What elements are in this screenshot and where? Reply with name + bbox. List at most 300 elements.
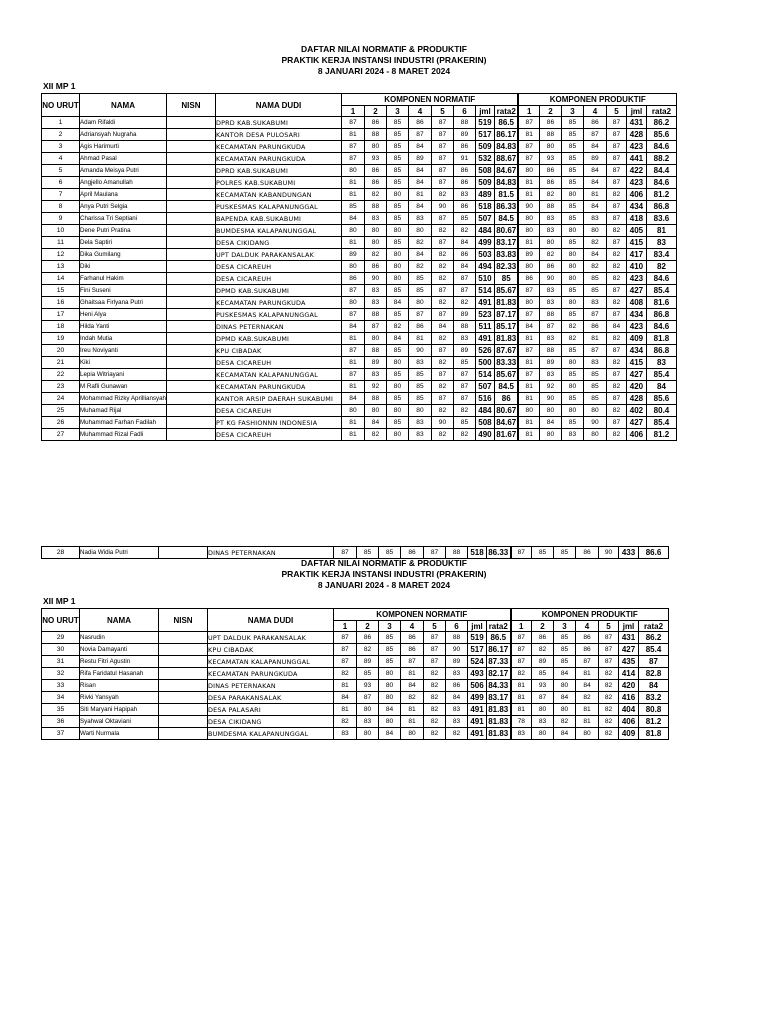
cell-produktif-1: 81 <box>511 692 532 704</box>
cell-nama-dudi: PT KG FASHIONNN INDONESIA <box>215 417 341 429</box>
cell-produktif-3: 85 <box>561 285 583 297</box>
cell-normatif-4: 84 <box>408 141 431 153</box>
header-col: 6 <box>446 621 468 632</box>
table-row <box>42 405 677 417</box>
cell-normatif-5: 87 <box>431 165 453 177</box>
cell-normatif-2: 89 <box>357 656 379 668</box>
cell-normatif-jml: 524 <box>468 656 487 668</box>
cell-no-urut: 27 <box>42 429 80 441</box>
cell-normatif-1: 87 <box>341 117 364 129</box>
cell-produktif-rata2: 81.2 <box>646 189 676 201</box>
cell-produktif-5: 82 <box>606 405 626 417</box>
cell-produktif-4: 80 <box>583 429 606 441</box>
cell-nama: Rivki Yansyah <box>80 692 159 704</box>
sheet2-title-line-1: DAFTAR NILAI NORMATIF & PRODUKTIF <box>301 558 467 568</box>
cell-no-urut: 21 <box>42 357 80 369</box>
table-row <box>42 141 677 153</box>
cell-produktif-1: 87 <box>518 345 539 357</box>
cell-normatif-2: 87 <box>357 692 379 704</box>
cell-normatif-jml: 507 <box>475 381 494 393</box>
cell-normatif-3: 85 <box>386 417 408 429</box>
cell-produktif-3: 80 <box>561 381 583 393</box>
cell-produktif-4: 81 <box>576 704 599 716</box>
cell-produktif-5: 87 <box>599 644 619 656</box>
cell-nisn <box>166 273 215 285</box>
cell-nama: Risan <box>80 680 159 692</box>
cell-produktif-2: 80 <box>539 429 561 441</box>
cell-normatif-2: 93 <box>364 153 386 165</box>
cell-produktif-3: 80 <box>561 249 583 261</box>
cell-produktif-jml: 415 <box>626 357 646 369</box>
table-row <box>42 680 669 692</box>
cell-normatif-rata2: 81.5 <box>494 189 518 201</box>
cell-produktif-1: 87 <box>518 285 539 297</box>
cell-nama: Agis Harimurti <box>80 141 167 153</box>
cell-no-urut: 36 <box>42 716 80 728</box>
cell-produktif-3: 80 <box>561 225 583 237</box>
table-row <box>42 285 677 297</box>
cell-produktif-3: 82 <box>554 716 576 728</box>
cell-normatif-4: 86 <box>401 547 424 559</box>
cell-produktif-2: 93 <box>532 680 554 692</box>
cell-normatif-1: 80 <box>341 261 364 273</box>
cell-normatif-5: 82 <box>424 728 446 740</box>
cell-normatif-5: 87 <box>424 656 446 668</box>
cell-normatif-1: 81 <box>341 129 364 141</box>
cell-produktif-jml: 423 <box>626 177 646 189</box>
cell-normatif-6: 82 <box>453 429 475 441</box>
cell-normatif-2: 88 <box>364 309 386 321</box>
table-row <box>42 345 677 357</box>
cell-produktif-1: 83 <box>511 728 532 740</box>
cell-normatif-3: 80 <box>386 429 408 441</box>
cell-nama-dudi: KECAMATAN KALAPANUNGGAL <box>208 656 334 668</box>
cell-nisn <box>166 405 215 417</box>
cell-nama: Adriansyah Nugraha <box>80 129 167 141</box>
cell-produktif-5: 87 <box>606 237 626 249</box>
cell-produktif-3: 84 <box>554 668 576 680</box>
cell-nama-dudi: DPMD KAB.SUKABUMI <box>215 285 341 297</box>
cell-normatif-3: 80 <box>386 273 408 285</box>
cell-produktif-3: 82 <box>561 321 583 333</box>
cell-produktif-rata2: 85.6 <box>646 393 676 405</box>
cell-nama-dudi: PUSKESMAS KALAPANUNGGAL <box>215 201 341 213</box>
cell-produktif-rata2: 81 <box>646 225 676 237</box>
cell-normatif-2: 80 <box>364 141 386 153</box>
cell-normatif-3: 84 <box>379 728 401 740</box>
cell-nama: Nasrudin <box>80 632 159 644</box>
cell-produktif-jml: 415 <box>626 237 646 249</box>
cell-nama: Dela Saptiri <box>80 237 167 249</box>
cell-normatif-5: 82 <box>431 381 453 393</box>
cell-produktif-rata2: 85.4 <box>646 417 676 429</box>
cell-nama: M Rafli Gunawan <box>80 381 167 393</box>
cell-normatif-3: 80 <box>386 189 408 201</box>
cell-normatif-6: 85 <box>453 417 475 429</box>
cell-produktif-4: 84 <box>576 680 599 692</box>
cell-normatif-5: 87 <box>424 547 446 559</box>
cell-produktif-jml: 410 <box>626 261 646 273</box>
cell-produktif-4: 87 <box>576 656 599 668</box>
cell-normatif-6: 82 <box>453 405 475 417</box>
cell-normatif-4: 86 <box>401 632 424 644</box>
cell-normatif-5: 87 <box>431 369 453 381</box>
cell-normatif-jml: 519 <box>468 632 487 644</box>
table-row <box>42 704 669 716</box>
cell-nama-dudi: DESA CIKIDANG <box>215 237 341 249</box>
cell-normatif-4: 83 <box>408 357 431 369</box>
cell-normatif-6: 86 <box>453 201 475 213</box>
table-row <box>42 417 677 429</box>
cell-nisn <box>166 201 215 213</box>
cell-nama-dudi: DESA CICAREUH <box>215 357 341 369</box>
cell-normatif-jml: 514 <box>475 285 494 297</box>
cell-nama-dudi: KPU CIBADAK <box>215 345 341 357</box>
cell-produktif-1: 81 <box>518 129 539 141</box>
sheet1-title-line-3: 8 JANUARI 2024 - 8 MARET 2024 <box>317 66 451 76</box>
cell-normatif-jml: 516 <box>475 393 494 405</box>
sheet1-title-line-1: DAFTAR NILAI NORMATIF & PRODUKTIF <box>301 44 467 54</box>
cell-produktif-rata2: 84.6 <box>646 273 676 285</box>
cell-produktif-rata2: 85.4 <box>646 369 676 381</box>
cell-normatif-jml: 526 <box>475 345 494 357</box>
cell-no-urut: 9 <box>42 213 80 225</box>
cell-nisn <box>166 285 215 297</box>
sheet2-title-line-3: 8 JANUARI 2024 - 8 MARET 2024 <box>317 580 451 590</box>
cell-nama-dudi: DESA CICAREUH <box>215 405 341 417</box>
cell-produktif-2: 80 <box>539 141 561 153</box>
cell-produktif-1: 81 <box>518 189 539 201</box>
cell-nisn <box>166 381 215 393</box>
cell-produktif-1: 81 <box>511 704 532 716</box>
cell-produktif-4: 85 <box>583 393 606 405</box>
cell-produktif-3: 80 <box>561 405 583 417</box>
cell-nama: Lepia Witriayani <box>80 369 167 381</box>
cell-produktif-2: 88 <box>539 345 561 357</box>
cell-produktif-3: 85 <box>554 632 576 644</box>
cell-produktif-4: 84 <box>583 249 606 261</box>
cell-produktif-jml: 435 <box>619 656 639 668</box>
cell-produktif-1: 87 <box>511 547 532 559</box>
cell-produktif-4: 86 <box>576 644 599 656</box>
cell-normatif-3: 85 <box>386 213 408 225</box>
cell-produktif-2: 86 <box>539 177 561 189</box>
cell-produktif-1: 87 <box>518 369 539 381</box>
cell-normatif-3: 85 <box>386 237 408 249</box>
cell-normatif-rata2: 85.17 <box>494 321 518 333</box>
cell-nisn <box>166 225 215 237</box>
cell-produktif-2: 88 <box>539 309 561 321</box>
cell-no-urut: 12 <box>42 249 80 261</box>
cell-nisn <box>166 321 215 333</box>
cell-produktif-1: 87 <box>518 309 539 321</box>
header-col: jml <box>626 106 646 117</box>
cell-normatif-jml: 523 <box>475 309 494 321</box>
cell-normatif-rata2: 86.33 <box>494 201 518 213</box>
cell-normatif-3: 82 <box>386 321 408 333</box>
cell-produktif-1: 90 <box>518 201 539 213</box>
cell-produktif-5: 87 <box>606 129 626 141</box>
cell-normatif-3: 80 <box>386 405 408 417</box>
cell-normatif-rata2: 85 <box>494 273 518 285</box>
cell-produktif-rata2: 80.8 <box>639 704 669 716</box>
cell-nisn <box>159 644 208 656</box>
table-row <box>42 357 677 369</box>
cell-nisn <box>166 177 215 189</box>
cell-no-urut: 25 <box>42 405 80 417</box>
header-col: 5 <box>431 106 453 117</box>
cell-nisn <box>166 141 215 153</box>
cell-produktif-1: 82 <box>511 668 532 680</box>
table-row <box>42 381 677 393</box>
cell-produktif-5: 82 <box>606 261 626 273</box>
cell-no-urut: 13 <box>42 261 80 273</box>
cell-produktif-5: 82 <box>606 273 626 285</box>
cell-produktif-4: 82 <box>583 237 606 249</box>
cell-no-urut: 37 <box>42 728 80 740</box>
cell-normatif-1: 87 <box>334 644 357 656</box>
cell-normatif-1: 81 <box>341 189 364 201</box>
cell-normatif-jml: 509 <box>475 141 494 153</box>
cell-normatif-jml: 507 <box>475 213 494 225</box>
cell-nama-dudi: DINAS PETERNAKAN <box>208 680 334 692</box>
cell-nisn <box>166 165 215 177</box>
cell-produktif-3: 83 <box>561 429 583 441</box>
cell-nama: Muhammad Farhan Fadilah <box>80 417 167 429</box>
cell-nisn <box>166 213 215 225</box>
cell-produktif-5: 82 <box>599 704 619 716</box>
cell-normatif-2: 86 <box>364 117 386 129</box>
cell-produktif-5: 87 <box>606 309 626 321</box>
header-col: 3 <box>379 621 401 632</box>
cell-produktif-rata2: 83 <box>646 237 676 249</box>
cell-produktif-jml: 434 <box>626 309 646 321</box>
table-row <box>42 656 669 668</box>
cell-nama-dudi: KANTOR DESA PULOSARI <box>215 129 341 141</box>
cell-produktif-2: 82 <box>539 249 561 261</box>
cell-normatif-2: 85 <box>357 547 379 559</box>
cell-normatif-1: 85 <box>341 201 364 213</box>
table-row <box>42 129 677 141</box>
cell-normatif-5: 82 <box>431 405 453 417</box>
cell-produktif-rata2: 84 <box>646 381 676 393</box>
table-row <box>42 728 669 740</box>
cell-normatif-rata2: 81.83 <box>494 297 518 309</box>
cell-produktif-1: 80 <box>518 225 539 237</box>
cell-produktif-3: 85 <box>561 213 583 225</box>
cell-normatif-2: 80 <box>357 728 379 740</box>
cell-produktif-2: 90 <box>539 273 561 285</box>
cell-normatif-4: 82 <box>408 237 431 249</box>
cell-normatif-5: 82 <box>424 692 446 704</box>
cell-produktif-jml: 433 <box>619 547 639 559</box>
cell-no-urut: 22 <box>42 369 80 381</box>
table-row <box>42 547 669 559</box>
cell-produktif-4: 85 <box>583 381 606 393</box>
cell-nama: Indah Mutia <box>80 333 167 345</box>
cell-nama: Hilda Yanti <box>80 321 167 333</box>
cell-normatif-rata2: 86.5 <box>487 632 511 644</box>
cell-produktif-2: 82 <box>539 189 561 201</box>
cell-normatif-rata2: 83.17 <box>487 692 511 704</box>
cell-produktif-jml: 427 <box>619 644 639 656</box>
cell-normatif-4: 85 <box>408 273 431 285</box>
table-row <box>42 117 677 129</box>
cell-produktif-jml: 417 <box>626 249 646 261</box>
cell-produktif-2: 87 <box>539 321 561 333</box>
cell-normatif-rata2: 87.67 <box>494 345 518 357</box>
cell-normatif-jml: 499 <box>468 692 487 704</box>
cell-nama: Restu Fitri Agustin <box>80 656 159 668</box>
cell-produktif-2: 88 <box>539 129 561 141</box>
cell-nama: Amanda Meisya Putri <box>80 165 167 177</box>
cell-normatif-2: 85 <box>357 668 379 680</box>
header-col: 6 <box>453 106 475 117</box>
cell-normatif-3: 85 <box>379 547 401 559</box>
cell-produktif-3: 80 <box>561 357 583 369</box>
cell-produktif-5: 87 <box>599 656 619 668</box>
cell-normatif-rata2: 84.67 <box>494 165 518 177</box>
cell-no-urut: 23 <box>42 381 80 393</box>
cell-normatif-rata2: 83.83 <box>494 249 518 261</box>
cell-produktif-5: 87 <box>606 117 626 129</box>
cell-no-urut: 15 <box>42 285 80 297</box>
cell-normatif-5: 82 <box>431 429 453 441</box>
cell-normatif-jml: 494 <box>475 261 494 273</box>
cell-no-urut: 34 <box>42 692 80 704</box>
cell-normatif-rata2: 81.67 <box>494 429 518 441</box>
cell-normatif-6: 87 <box>453 393 475 405</box>
cell-nisn <box>166 189 215 201</box>
cell-produktif-rata2: 81.8 <box>639 728 669 740</box>
cell-produktif-2: 93 <box>539 153 561 165</box>
cell-produktif-jml: 409 <box>619 728 639 740</box>
cell-normatif-4: 80 <box>408 405 431 417</box>
cell-produktif-4: 83 <box>583 213 606 225</box>
sheet1-title <box>0 44 768 77</box>
cell-produktif-3: 80 <box>561 297 583 309</box>
cell-normatif-1: 81 <box>341 177 364 189</box>
cell-produktif-4: 86 <box>583 117 606 129</box>
cell-produktif-rata2: 84.6 <box>646 141 676 153</box>
cell-produktif-3: 85 <box>561 369 583 381</box>
cell-normatif-rata2: 81.83 <box>487 716 511 728</box>
cell-normatif-1: 81 <box>341 333 364 345</box>
cell-normatif-4: 84 <box>408 249 431 261</box>
table-row <box>42 716 669 728</box>
cell-normatif-rata2: 85.67 <box>494 285 518 297</box>
cell-nama: Warti Nurmala <box>80 728 159 740</box>
cell-produktif-jml: 416 <box>619 692 639 704</box>
cell-normatif-1: 87 <box>341 309 364 321</box>
cell-produktif-rata2: 84.4 <box>646 165 676 177</box>
cell-normatif-1: 80 <box>341 297 364 309</box>
cell-normatif-4: 89 <box>408 153 431 165</box>
table-row <box>42 309 677 321</box>
cell-normatif-2: 83 <box>364 369 386 381</box>
table-row <box>42 201 677 213</box>
cell-normatif-rata2: 82.17 <box>487 668 511 680</box>
table-1-body <box>42 117 677 441</box>
cell-nama-dudi: DESA CICAREUH <box>215 429 341 441</box>
cell-normatif-jml: 532 <box>475 153 494 165</box>
sheet2-title-line-2: PRAKTIK KERJA INSTANSI INDUSTRI (PRAKERIN) <box>281 569 487 579</box>
cell-normatif-jml: 491 <box>468 716 487 728</box>
header-no-urut: NO URUT <box>42 609 80 632</box>
cell-normatif-6: 85 <box>453 357 475 369</box>
cell-produktif-2: 89 <box>532 656 554 668</box>
cell-nama: Syahwal Oktaviani <box>80 716 159 728</box>
cell-normatif-5: 82 <box>431 261 453 273</box>
cell-produktif-3: 84 <box>554 692 576 704</box>
cell-produktif-4: 87 <box>583 309 606 321</box>
cell-normatif-rata2: 83.33 <box>494 357 518 369</box>
cell-nisn <box>166 117 215 129</box>
cell-produktif-3: 82 <box>561 333 583 345</box>
cell-produktif-jml: 404 <box>619 704 639 716</box>
cell-produktif-2: 89 <box>539 357 561 369</box>
cell-produktif-3: 85 <box>561 177 583 189</box>
cell-produktif-jml: 406 <box>626 429 646 441</box>
cell-normatif-4: 80 <box>401 728 424 740</box>
cell-normatif-6: 87 <box>453 285 475 297</box>
cell-produktif-2: 83 <box>532 716 554 728</box>
cell-normatif-5: 90 <box>431 417 453 429</box>
table-row <box>42 393 677 405</box>
cell-normatif-6: 86 <box>453 141 475 153</box>
cell-normatif-6: 87 <box>453 381 475 393</box>
cell-normatif-4: 80 <box>408 297 431 309</box>
cell-normatif-rata2: 81.83 <box>487 704 511 716</box>
cell-produktif-5: 87 <box>606 213 626 225</box>
cell-nama: Mohammad Rizky Aprilliansyah <box>80 393 167 405</box>
cell-produktif-3: 85 <box>561 393 583 405</box>
cell-normatif-6: 84 <box>453 237 475 249</box>
cell-normatif-4: 85 <box>408 393 431 405</box>
cell-produktif-4: 81 <box>576 668 599 680</box>
cell-produktif-4: 90 <box>583 417 606 429</box>
cell-normatif-2: 88 <box>364 345 386 357</box>
cell-produktif-5: 82 <box>606 189 626 201</box>
cell-produktif-1: 87 <box>518 141 539 153</box>
cell-produktif-2: 86 <box>532 632 554 644</box>
cell-produktif-rata2: 82 <box>646 261 676 273</box>
cell-normatif-4: 83 <box>408 417 431 429</box>
cell-normatif-6: 82 <box>453 225 475 237</box>
cell-normatif-1: 87 <box>341 141 364 153</box>
cell-produktif-rata2: 83.4 <box>646 249 676 261</box>
cell-produktif-4: 86 <box>583 321 606 333</box>
cell-normatif-jml: 499 <box>475 237 494 249</box>
cell-produktif-3: 85 <box>561 141 583 153</box>
header-col: 2 <box>532 621 554 632</box>
cell-no-urut: 32 <box>42 668 80 680</box>
header-komponen-produktif: KOMPONEN PRODUKTIF <box>511 609 669 621</box>
cell-produktif-4: 81 <box>583 189 606 201</box>
cell-normatif-rata2: 86.33 <box>487 547 511 559</box>
header-col: 5 <box>599 621 619 632</box>
cell-produktif-1: 87 <box>518 117 539 129</box>
cell-normatif-1: 84 <box>341 393 364 405</box>
cell-produktif-5: 87 <box>606 165 626 177</box>
cell-normatif-1: 80 <box>341 405 364 417</box>
cell-normatif-4: 86 <box>408 117 431 129</box>
cell-nisn <box>166 153 215 165</box>
cell-normatif-6: 86 <box>453 165 475 177</box>
cell-produktif-5: 82 <box>599 692 619 704</box>
cell-normatif-4: 81 <box>401 704 424 716</box>
cell-normatif-4: 90 <box>408 345 431 357</box>
